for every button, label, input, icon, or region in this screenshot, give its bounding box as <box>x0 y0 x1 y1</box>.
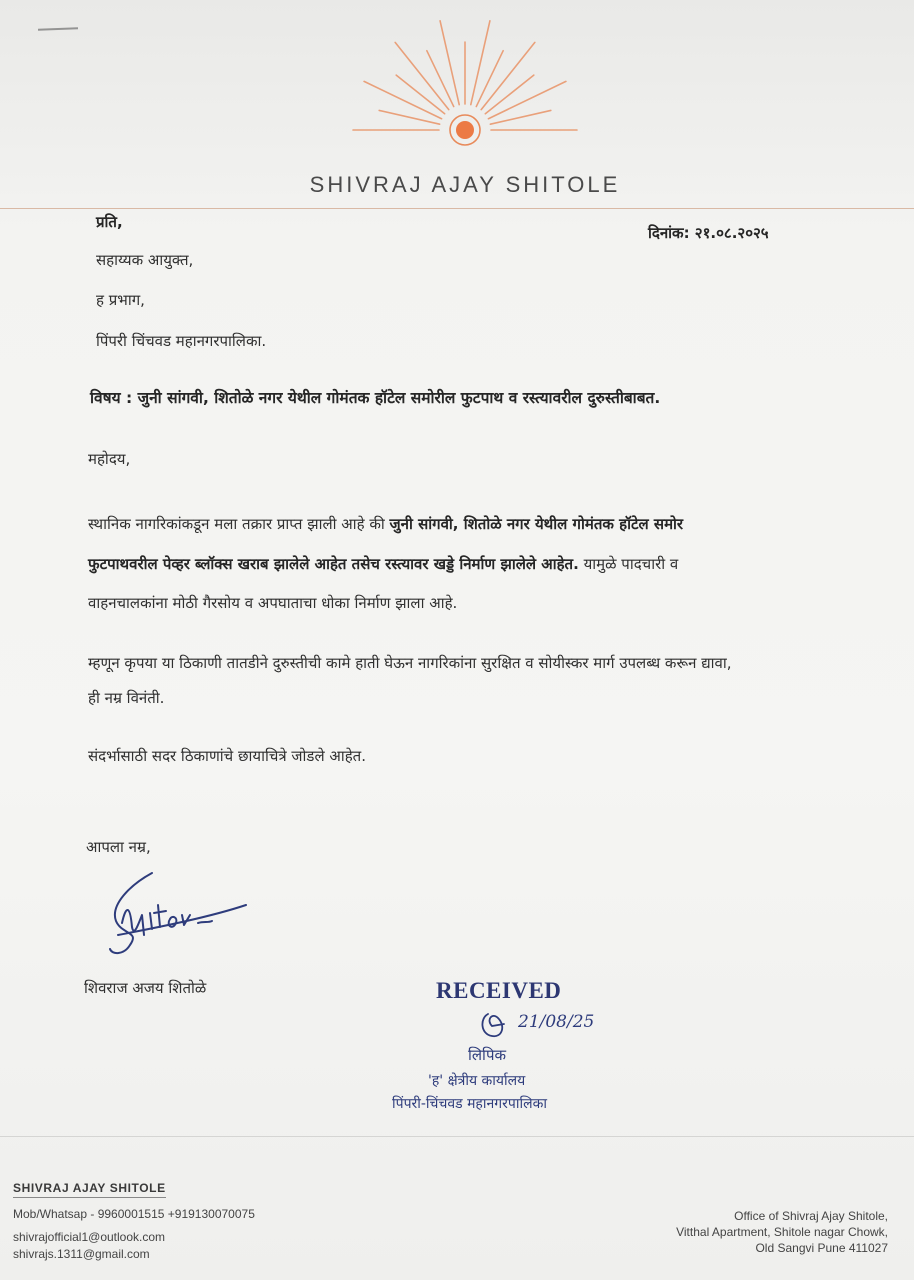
footer-email: shivrajs.1311@gmail.com <box>13 1247 150 1261</box>
body-text: यामुळे पादचारी व <box>578 555 679 573</box>
footer-address-line: Vitthal Apartment, Shitole nagar Chowk, <box>676 1225 888 1239</box>
stamp-office-line: पिंपरी-चिंचवड महानगरपालिका <box>392 1096 547 1112</box>
body-paragraph-line: ही नम्र विनंती. <box>88 689 165 707</box>
body-paragraph-line <box>88 514 683 534</box>
stamp-initial-mark <box>478 1008 518 1042</box>
footer-name: SHIVRAJ AJAY SHITOLE <box>13 1181 166 1198</box>
recipient-line: सहाय्यक आयुक्त, <box>96 251 194 269</box>
greeting: महोदय, <box>88 450 131 468</box>
footer-address-line: Old Sangvi Pune 411027 <box>755 1241 888 1255</box>
subject-line: विषय : जुनी सांगवी, शितोळे नगर येथील गोमंतक हॉटेल समोरील फुटपाथ व रस्त्यावरील दुरुस्तीबाबत. <box>90 389 661 407</box>
sunburst-ray <box>379 110 439 124</box>
body-text-bold: फुटपाथवरील पेव्हर ब्लॉक्स खराब झालेले आहेत तसेच रस्त्यावर खड्डे निर्माण झालेले आहेत. <box>88 555 579 573</box>
footer-phone: Mob/Whatsap - 9960001515 +919130070075 <box>13 1207 255 1221</box>
received-stamp: RECEIVED <box>436 978 562 1003</box>
header-divider <box>0 208 914 209</box>
body-text-bold: जुनी सांगवी, शितोळे नगर येथील गोमंतक हॉटेल समोर <box>389 515 684 533</box>
body-text: स्थानिक नागरिकांकडून मला तक्रार प्राप्त झाली आहे की <box>88 515 390 533</box>
letterhead-name: SHIVRAJ AJAY SHITOLE <box>309 172 621 197</box>
footer-email: shivrajofficial1@outlook.com <box>13 1230 166 1244</box>
sunburst-ray <box>440 21 459 105</box>
recipient-line: ह प्रभाग, <box>96 291 145 309</box>
sunburst-icon <box>330 8 600 168</box>
body-paragraph-line: संदर्भासाठी सदर ठिकाणांचे छायाचित्रे जोडले आहेत. <box>88 747 367 765</box>
signature-image <box>100 865 260 965</box>
stamp-date: 21/08/25 <box>518 1012 595 1032</box>
body-paragraph-line: वाहनचालकांना मोठी गैरसोय व अपघाताचा धोका निर्माण झाला आहे. <box>88 594 458 612</box>
sunburst-ray <box>490 110 550 124</box>
footer-divider <box>0 1136 914 1137</box>
letter-date: दिनांक: २१.०८.२०२५ <box>648 224 769 242</box>
salutation-to: प्रति, <box>96 213 123 231</box>
sunburst-ray <box>471 21 490 105</box>
stamp-office-line: 'ह' क्षेत्रीय कार्यालय <box>428 1073 526 1089</box>
closing: आपला नम्र, <box>86 838 151 856</box>
body-paragraph-line: म्हणून कृपया या ठिकाणी तातडीने दुरुस्तीची कामे हाती घेऊन नागरिकांना सुरक्षित व सोयीस्कर मार्ग उपलब्ध करून द्यावा, <box>88 654 732 672</box>
stamp-role: लिपिक <box>468 1046 506 1064</box>
footer-address-line: Office of Shivraj Ajay Shitole, <box>734 1209 888 1223</box>
signer-name: शिवराज अजय शितोळे <box>84 979 207 997</box>
body-paragraph-line <box>88 554 678 574</box>
corner-mark <box>38 27 78 30</box>
recipient-line: पिंपरी चिंचवड महानगरपालिका. <box>96 332 267 350</box>
